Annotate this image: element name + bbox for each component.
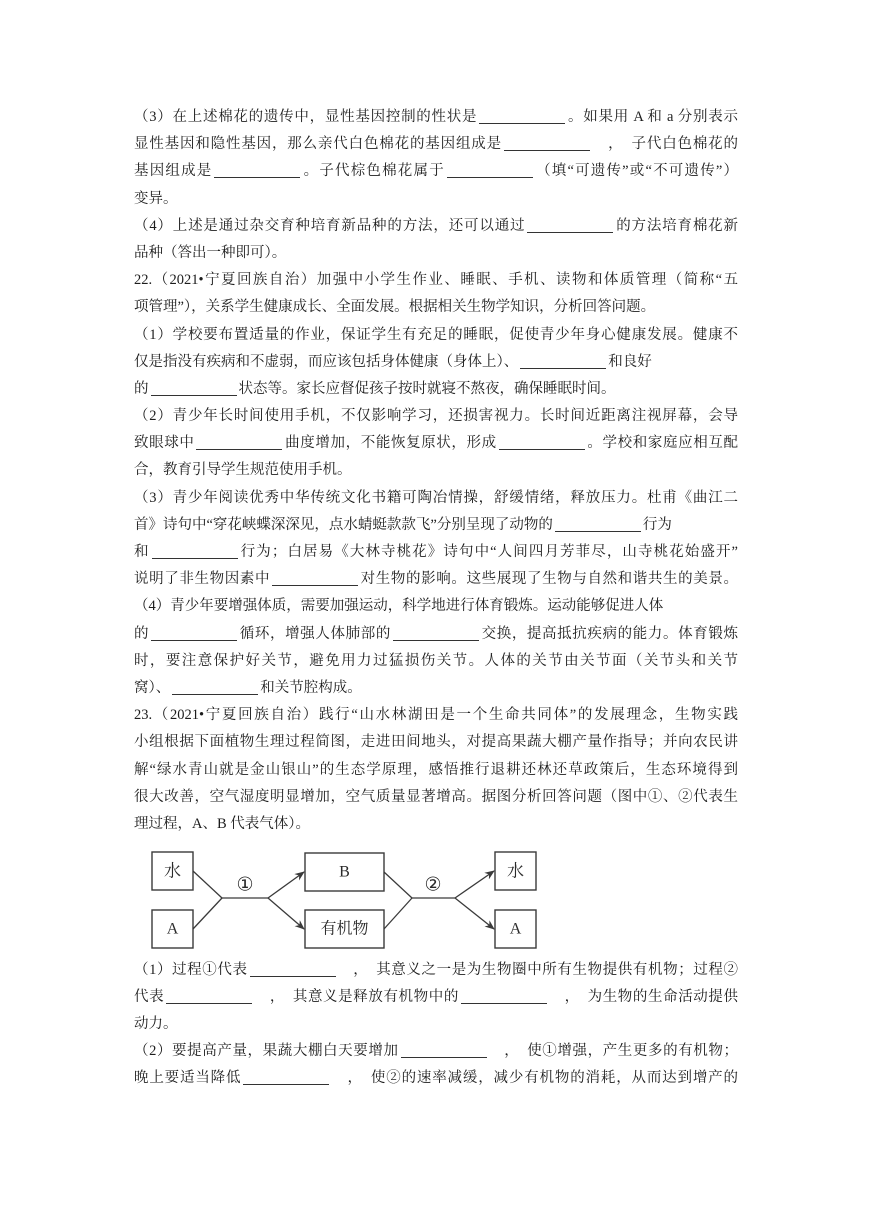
question-text-upper bbox=[134, 104, 738, 838]
text-line bbox=[134, 984, 738, 1011]
gas-b-label: B bbox=[339, 863, 350, 881]
text-line bbox=[134, 621, 738, 648]
text-segment: （2）要提高产量，果蔬大棚白天要增加 bbox=[134, 1043, 399, 1059]
water-input-label: 水 bbox=[164, 861, 181, 881]
text-segment: 。如果用 A 和 a 分别表示 bbox=[567, 109, 739, 125]
text-segment: 曲度增加，不能恢复原状，形成 bbox=[284, 435, 497, 452]
text-line bbox=[134, 648, 738, 675]
text-line bbox=[134, 485, 738, 512]
text-segment: 基因组成是 bbox=[134, 163, 213, 180]
text-segment: 很大改善，空气湿度明显增加，空气质量显著增高。据图分析回答问题（图中①、②代表生 bbox=[134, 788, 738, 805]
text-segment: 变异。 bbox=[134, 190, 178, 207]
text-segment: （4）上述是通过杂交育种培育新品种的方法，还可以通过 bbox=[134, 217, 526, 234]
text-segment: 代表 bbox=[134, 989, 165, 1005]
text-segment: 23.（2021•宁夏回族自治）践行“山水林湖田是一个生命共同体”的发展理念，生物实践 bbox=[134, 707, 738, 724]
text-line bbox=[134, 757, 738, 784]
text-segment: 循环，增强人体肺部的 bbox=[239, 625, 391, 642]
text-segment: 小组根据下面植物生理过程简图，走进田间地头，对提高果蔬大棚产量作指导；并向农民讲 bbox=[134, 734, 738, 751]
text-line bbox=[134, 566, 738, 593]
text-line bbox=[134, 811, 738, 838]
text-segment: 22.（2021•宁夏回族自治）加强中小学生作业、睡眠、手机、读物和体质管理（简称“五 bbox=[134, 272, 738, 289]
text-segment: ， 子代白色棉花的 bbox=[591, 136, 739, 153]
text-segment: （3）在上述棉花的遗传中，显性基因控制的性状是 bbox=[134, 109, 478, 125]
answer-blank bbox=[166, 991, 252, 1004]
answer-blank bbox=[152, 546, 238, 559]
text-segment: 交换，提高抵抗疾病的能力。体育锻炼 bbox=[480, 625, 739, 642]
text-segment: 说明了非生物因素中 bbox=[134, 571, 271, 588]
text-segment: 窝）、 bbox=[134, 679, 171, 696]
text-line bbox=[134, 376, 738, 403]
text-segment: 的 bbox=[134, 380, 149, 397]
text-line bbox=[134, 322, 738, 349]
connector-line bbox=[384, 898, 412, 929]
text-segment: （填“可遗传”或“不可遗传”） bbox=[534, 163, 739, 180]
answer-blank bbox=[243, 1072, 329, 1085]
process-2-label: ② bbox=[424, 874, 442, 896]
answer-blank bbox=[250, 964, 336, 977]
text-line bbox=[134, 349, 738, 376]
text-segment: 品种（答出一种即可）。 bbox=[134, 244, 287, 261]
answer-blank bbox=[504, 138, 590, 151]
arrow-to-b bbox=[268, 872, 304, 898]
text-segment: 仅是指没有疾病和不虚弱，而应该包括身体健康（身体上）、 bbox=[134, 353, 519, 370]
text-segment: 状态等。家长应督促孩子按时就寝不熬夜，确保睡眠时间。 bbox=[238, 380, 616, 397]
text-line bbox=[134, 158, 738, 185]
answer-blank bbox=[393, 628, 479, 641]
text-segment: （1）学校要布置适量的作业，保证学生有充足的睡眠，促使青少年身心健康发展。健康不 bbox=[134, 326, 738, 343]
answer-blank bbox=[214, 165, 300, 178]
gas-a-input-label: A bbox=[166, 920, 179, 938]
text-segment: 对生物的影响。这些展现了生物与自然和谐共生的美景。 bbox=[360, 571, 739, 588]
text-segment: 解“绿水青山就是金山银山”的生态学原理，感悟推行退耕还林还草政策后，生态环境得到 bbox=[134, 761, 738, 778]
text-segment: 和 bbox=[134, 544, 150, 560]
text-segment: 。学校和家庭应相互配 bbox=[586, 435, 739, 452]
text-segment: 的方法培育棉花新 bbox=[615, 217, 739, 234]
gas-a-output-label: A bbox=[509, 920, 522, 938]
text-segment: （4）青少年要增强体质，需要加强运动，科学地进行体育锻炼。运动能够促进人体 bbox=[134, 598, 664, 615]
text-segment: 时，要注意保护好关节，避免用力过猛损伤关节。人体的关节由关节面（关节头和关节 bbox=[134, 652, 738, 669]
answer-blank bbox=[172, 682, 258, 695]
plant-process-diagram bbox=[140, 845, 550, 955]
connector-line bbox=[384, 872, 412, 898]
connector-line bbox=[193, 898, 222, 929]
arrow-to-organic bbox=[268, 898, 304, 929]
text-line bbox=[134, 702, 738, 729]
text-segment: 行为；白居易《大林寺桃花》诗句中“人间四月芳菲尽，山寺桃花始盛开” bbox=[239, 544, 738, 560]
text-line bbox=[134, 104, 738, 131]
answer-blank bbox=[527, 220, 613, 233]
answer-blank bbox=[151, 383, 237, 396]
text-segment: ， 其意义之一是为生物圈中所有生物提供有机物；过程② bbox=[337, 962, 739, 978]
answer-blank bbox=[520, 356, 606, 369]
text-segment: ， 其意义是释放有机物中的 bbox=[254, 989, 459, 1005]
text-line bbox=[134, 512, 738, 539]
text-line bbox=[134, 294, 738, 321]
text-line bbox=[134, 539, 738, 566]
text-line bbox=[134, 267, 738, 294]
text-line bbox=[134, 729, 738, 756]
connector-line bbox=[193, 871, 222, 898]
text-segment: 和关节腔构成。 bbox=[260, 679, 362, 696]
text-line bbox=[134, 675, 738, 702]
text-segment: 理过程，A、B 代表气体）。 bbox=[134, 815, 311, 832]
arrow-to-gas-a bbox=[455, 898, 494, 929]
text-segment: 项管理”），关系学生健康成长、全面发展。根据相关生物学知识，分析回答问题。 bbox=[134, 299, 656, 316]
answer-blank bbox=[151, 628, 237, 641]
text-segment: （2）青少年长时间使用手机，不仅影响学习，还损害视力。长时间近距离注视屏幕，会导 bbox=[134, 408, 738, 425]
text-segment: 晚上要适当降低 bbox=[134, 1070, 242, 1086]
text-segment: 的 bbox=[134, 625, 150, 642]
answer-blank bbox=[272, 573, 358, 586]
text-segment: （3）青少年阅读优秀中华传统文化书籍可陶冶情操，舒缓情绪，释放压力。杜甫《曲江二 bbox=[134, 489, 738, 506]
text-line bbox=[134, 131, 738, 158]
text-line bbox=[134, 213, 738, 240]
answer-blank bbox=[555, 519, 641, 532]
text-line bbox=[134, 957, 738, 984]
text-segment: 首》诗句中“穿花峡蝶深深见，点水蜻蜓款款飞”分别呈现了动物的 bbox=[134, 516, 553, 533]
text-segment: ， 为生物的生命活动提供 bbox=[548, 989, 739, 1005]
answer-blank bbox=[447, 165, 533, 178]
organic-matter-label: 有机物 bbox=[320, 920, 369, 938]
text-segment: 显性基因和隐性基因，那么亲代白色棉花的基因组成是 bbox=[134, 136, 502, 153]
answer-blank bbox=[499, 437, 585, 450]
process-1-label: ① bbox=[236, 874, 254, 896]
question-text-lower bbox=[134, 957, 738, 1092]
text-segment: ， 使①增强，产生更多的有机物； bbox=[488, 1043, 739, 1059]
text-segment: 动力。 bbox=[134, 1016, 178, 1032]
answer-blank bbox=[461, 991, 547, 1004]
text-line bbox=[134, 403, 738, 430]
water-output-label: 水 bbox=[507, 861, 524, 881]
text-segment: 致眼球中 bbox=[134, 435, 195, 452]
text-segment: （1）过程①代表 bbox=[134, 962, 248, 978]
text-line bbox=[134, 186, 738, 213]
text-segment: 和良好 bbox=[608, 353, 652, 370]
text-line bbox=[134, 457, 738, 484]
text-line bbox=[134, 1011, 738, 1038]
text-line bbox=[134, 593, 738, 620]
text-segment: ， 使②的速率减缓，减少有机物的消耗，从而达到增产的 bbox=[331, 1070, 739, 1086]
text-line bbox=[134, 430, 738, 457]
text-line bbox=[134, 1065, 738, 1092]
text-segment: 。子代棕色棉花属于 bbox=[302, 163, 445, 180]
answer-blank bbox=[196, 437, 282, 450]
text-line bbox=[134, 784, 738, 811]
text-line bbox=[134, 240, 738, 267]
answer-blank bbox=[479, 111, 565, 124]
arrow-to-water bbox=[455, 871, 494, 898]
answer-blank bbox=[401, 1045, 487, 1058]
text-segment: 行为 bbox=[642, 516, 672, 533]
text-line bbox=[134, 1038, 738, 1065]
text-segment: 合，教育引导学生规范使用手机。 bbox=[134, 462, 352, 479]
